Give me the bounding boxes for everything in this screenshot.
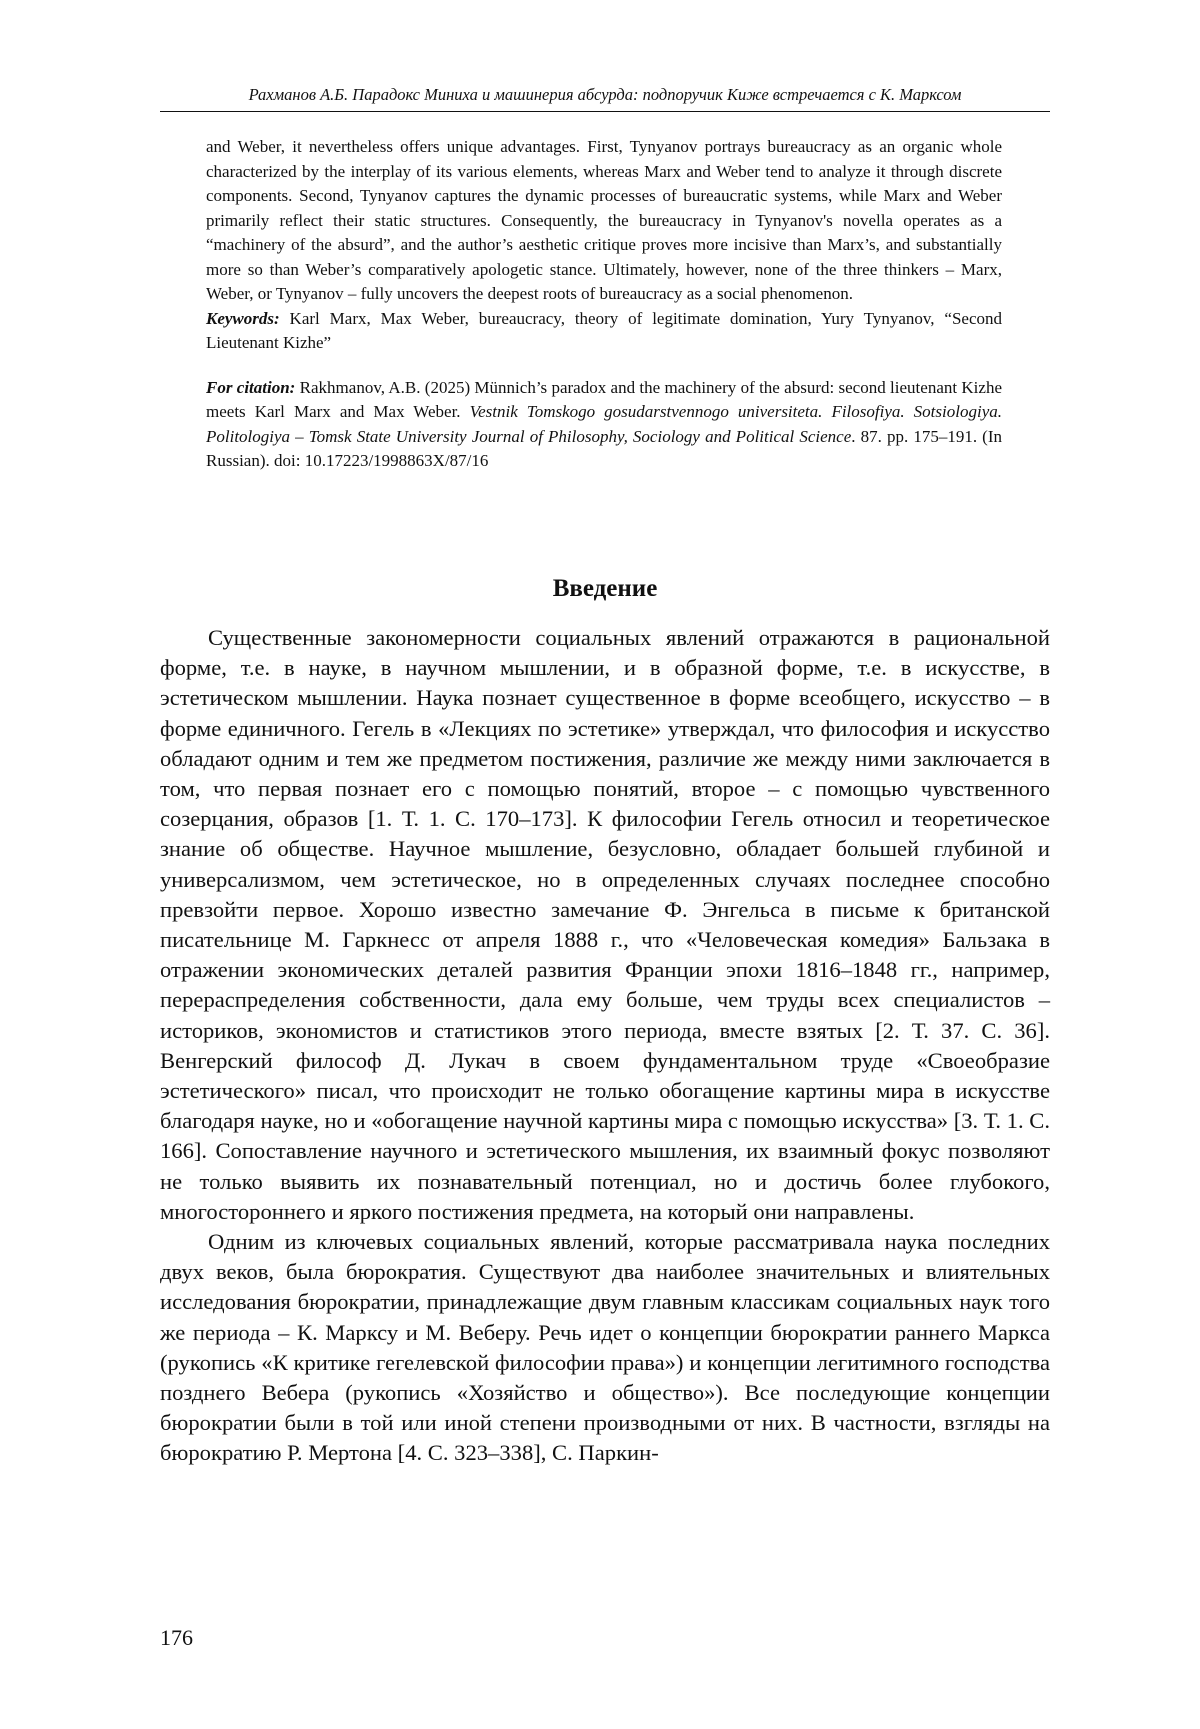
body-text <box>160 623 1050 1469</box>
paragraph-2: Одним из ключевых социальных явлений, которые рассматривала наука последних двух веков, была бюрократия. Существуют два наиболее значительных и влиятельных исследования бюрократии, принадлежащие двум главным классикам социальных наук того же периода – К. Марксу и М. Веберу. Речь идет о концепции бюрократии раннего Маркса (рукопись «К критике гегелевской философии права») и концепции легитимного господства позднего Вебера (рукопись «Хозяйство и общество»). Все последующие концепции бюрократии были в той или иной степени производными от них. В частности, взгляды на бюрократию Р. Мертона [4. С. 323–338], С. Паркин- <box>160 1229 1050 1466</box>
citation-text-2: . 87. pp. 175–191. (In Russian). doi: 10.17223/1998863X/87/16 <box>206 426 1002 470</box>
paragraph-1: Существенные закономерности социальных явлений отражаются в рациональной форме, т.е. в науке, в научном мышлении, и в образной форме, т.е. в искусстве, в эстетическом мышлении. Наука познает существенное в форме всеобщего, искусство – в форме единичного. Гегель в «Лекциях по эстетике» утверждал, что философия и искусство обладают одним и тем же предметом постижения, различие же между ними заключается в том, что первая познает его с помощью понятий, второе – с помощью чувственного созерцания, образов [1. Т. 1. С. 170–173]. К философии Гегель относил и теоретическое знание об обществе. Научное мышление, безусловно, обладает большей глубиной и универсализмом, чем эстетическое, но в определенных случаях последнее способно превзойти первое. Хорошо известно замечание Ф. Энгельса в письме к британской писательнице М. Гаркнесс от апреля 1888 г., что «Человеческая комедия» Бальзака в отражении экономических деталей развития Франции эпохи 1816–1848 гг., например, перераспределения собственности, дала ему больше, чем труды всех специалистов – историков, экономистов и статистиков этого периода, вместе взятых [2. Т. 37. С. 36]. Венгерский философ Д. Лукач в своем фундаментальном труде «Своеобразие эстетического» писал, что происходит не только обогащение картины мира в искусстве благодаря науке, но и «обогащение научной картины мира с помощью искусства» [3. Т. 1. С. 166]. Сопоставление научного и эстетического мышления, их взаимный фокус позволяют не только выявить их познавательный потенциал, но и достичь более глубокого, многостороннего и яркого постижения предмета, на который они направлены. <box>160 625 1050 1224</box>
citation-text-1: Rakhmanov, A.B. (2025) Münnich’s paradox and the machinery of the absurd: second lieutenant Kizhe meets Karl Marx and Max Weber. <box>206 377 1002 421</box>
citation-journal: Vestnik Tomskogo gosudarstvennogo universiteta. Filosofiya. Sotsiologiya. Politologiya – Tomsk State University Journal of Philosophy, Sociology and Political Science <box>206 402 1002 446</box>
keywords <box>206 307 1002 356</box>
page-number: 176 <box>160 1625 193 1650</box>
citation-label: For citation: <box>206 377 296 397</box>
citation <box>206 376 1002 474</box>
header-rule <box>160 111 1050 112</box>
keywords-text: Karl Marx, Max Weber, bureaucracy, theory of legitimate domination, Yury Tynyanov, “Second Lieutenant Kizhe” <box>206 308 1002 352</box>
keywords-label: Keywords: <box>206 308 280 328</box>
abstract-block <box>206 135 1002 474</box>
running-header: Рахманов А.Б. Парадокс Миниха и машинерия абсурда: подпоручик Киже встречается с К. Марксом <box>248 85 962 104</box>
abstract-continuation: and Weber, it nevertheless offers unique advantages. First, Tynyanov portrays bureaucracy as an organic whole characterized by the interplay of its various elements, whereas Marx and Weber tend to analyze it through discrete components. Second, Tynyanov captures the dynamic processes of bureaucratic systems, while Marx and Weber primarily reflect their static structures. Consequently, the bureaucracy in Tynyanov's novella operates as a “machinery of the absurd”, and the author’s aesthetic critique proves more incisive than Marx’s, and substantially more so than Weber’s comparatively apologetic stance. Ultimately, however, none of the three thinkers – Marx, Weber, or Tynyanov – fully uncovers the deepest roots of bureaucracy as a social phenomenon. <box>206 137 1002 303</box>
section-heading: Введение <box>552 575 658 602</box>
